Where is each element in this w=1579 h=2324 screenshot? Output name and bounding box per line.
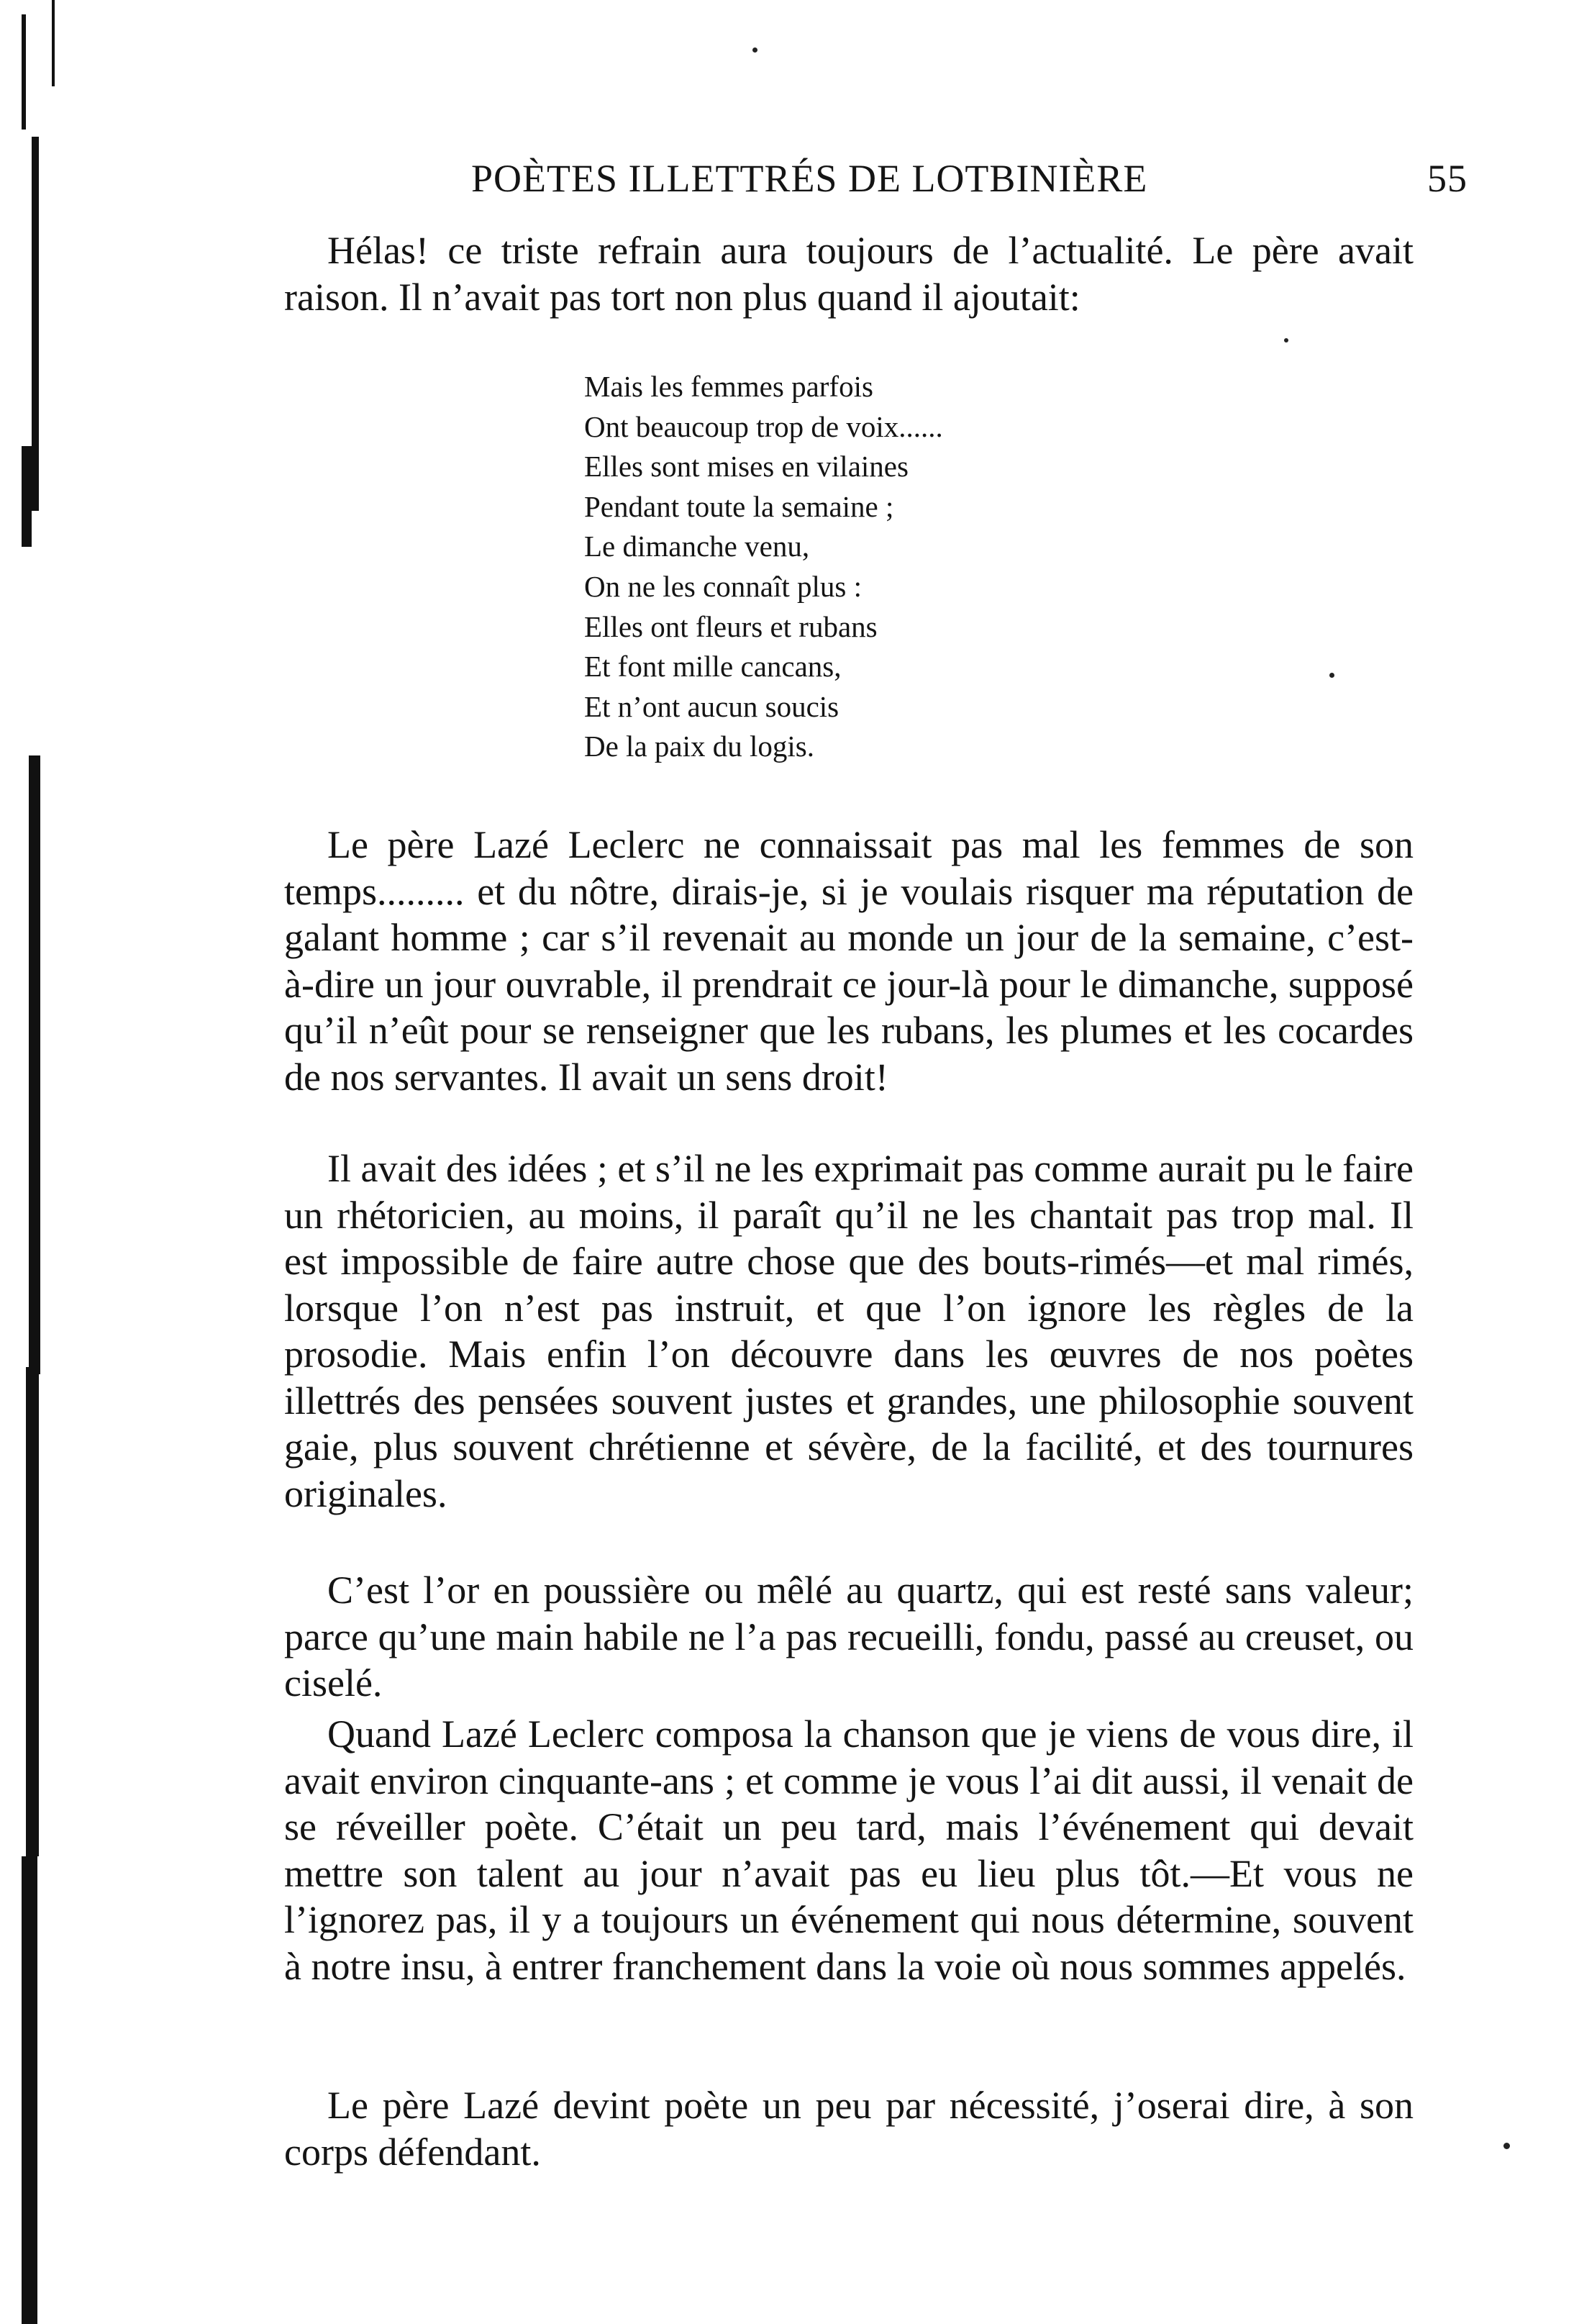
page-binding-edge (0, 0, 68, 2324)
poem-line: Mais les femmes parfois (584, 370, 873, 403)
body-paragraph: Quand Lazé Leclerc composa la chanson que je viens de vous dire, il avait environ cinquante-ans ; et comme je vous l’ai dit aussi, il venait de se réveiller poète. C’était un peu tard, mais l’événement qui devait mettre son talent au jour n’avait pas eu lieu plus tôt.—Et vous ne l’ignorez pas, il y a toujours un événement qui nous détermine, souvent à notre insu, à entrer franchement dans la voie où nous sommes appelés. (284, 1712, 1414, 1988)
poem-line: Le dimanche venu, (584, 530, 810, 563)
running-title: POÈTES ILLETTRÉS DE LOTBINIÈRE (471, 157, 1148, 200)
poem-line: Ont beaucoup trop de voix...... (584, 409, 943, 443)
scan-speck (1284, 338, 1288, 342)
body-paragraph: Le père Lazé devint poète un peu par nécessité, j’oserai dire, à son corps défendant. (284, 2084, 1414, 2174)
scan-speck (1329, 673, 1334, 678)
poem-line: Pendant toute la semaine ; (584, 489, 894, 523)
poem-line: On ne les connaît plus : (584, 569, 863, 603)
running-header (471, 150, 1467, 207)
page-number: 55 (1427, 157, 1467, 200)
body-paragraph: C’est l’or en poussière ou mêlé au quartz, qui est resté sans valeur; parce qu’une main habile ne l’a pas recueilli, fondu, passé au creuset, ou ciselé. (284, 1569, 1414, 1705)
poem-line: Et font mille cancans, (584, 650, 842, 684)
body-paragraph: Hélas! ce triste refrain aura toujours de l’actualité. Le père avait raison. Il n’avait pas tort non plus quand il ajoutait: (284, 229, 1414, 319)
body-paragraph: Il avait des idées ; et s’il ne les exprimait pas comme aurait pu le faire un rhétoricien, au moins, il paraît qu’il ne les chantait pas trop mal. Il est impossible de faire autre chose que des bouts-rimés—et mal rimés, lorsque l’on n’est pas instruit, et que l’on ignore les règles de la prosodie. Mais enfin l’on découvre dans les œuvres de nos poètes illettrés des pensées souvent justes et grandes, une philosophie souvent gaie, plus souvent chrétienne et sévère, de la facilité, et des tournures originales. (284, 1147, 1414, 1515)
poem-line: Et n’ont aucun soucis (584, 689, 839, 723)
poem-line: Elles sont mises en vilaines (584, 450, 909, 484)
poem-line: Elles ont fleurs et rubans (584, 609, 878, 643)
body-paragraph: Le père Lazé Leclerc ne connaissait pas mal les femmes de son temps......... et du nôtre, dirais-je, si je voulais risquer ma réputation de galant homme ; car s’il revenait au monde un jour de la semaine, c’est-à-dire un jour ouvrable, il prendrait ce jour-là pour le dimanche, supposé qu’il n’eût pour se renseigner que les rubans, les plumes et les cocardes de nos servantes. Il avait un sens droit! (284, 823, 1414, 1099)
poem-line: De la paix du logis. (584, 730, 814, 763)
scan-speck (752, 47, 757, 53)
poem-quotation (584, 367, 1232, 767)
scan-speck (1503, 2143, 1510, 2149)
